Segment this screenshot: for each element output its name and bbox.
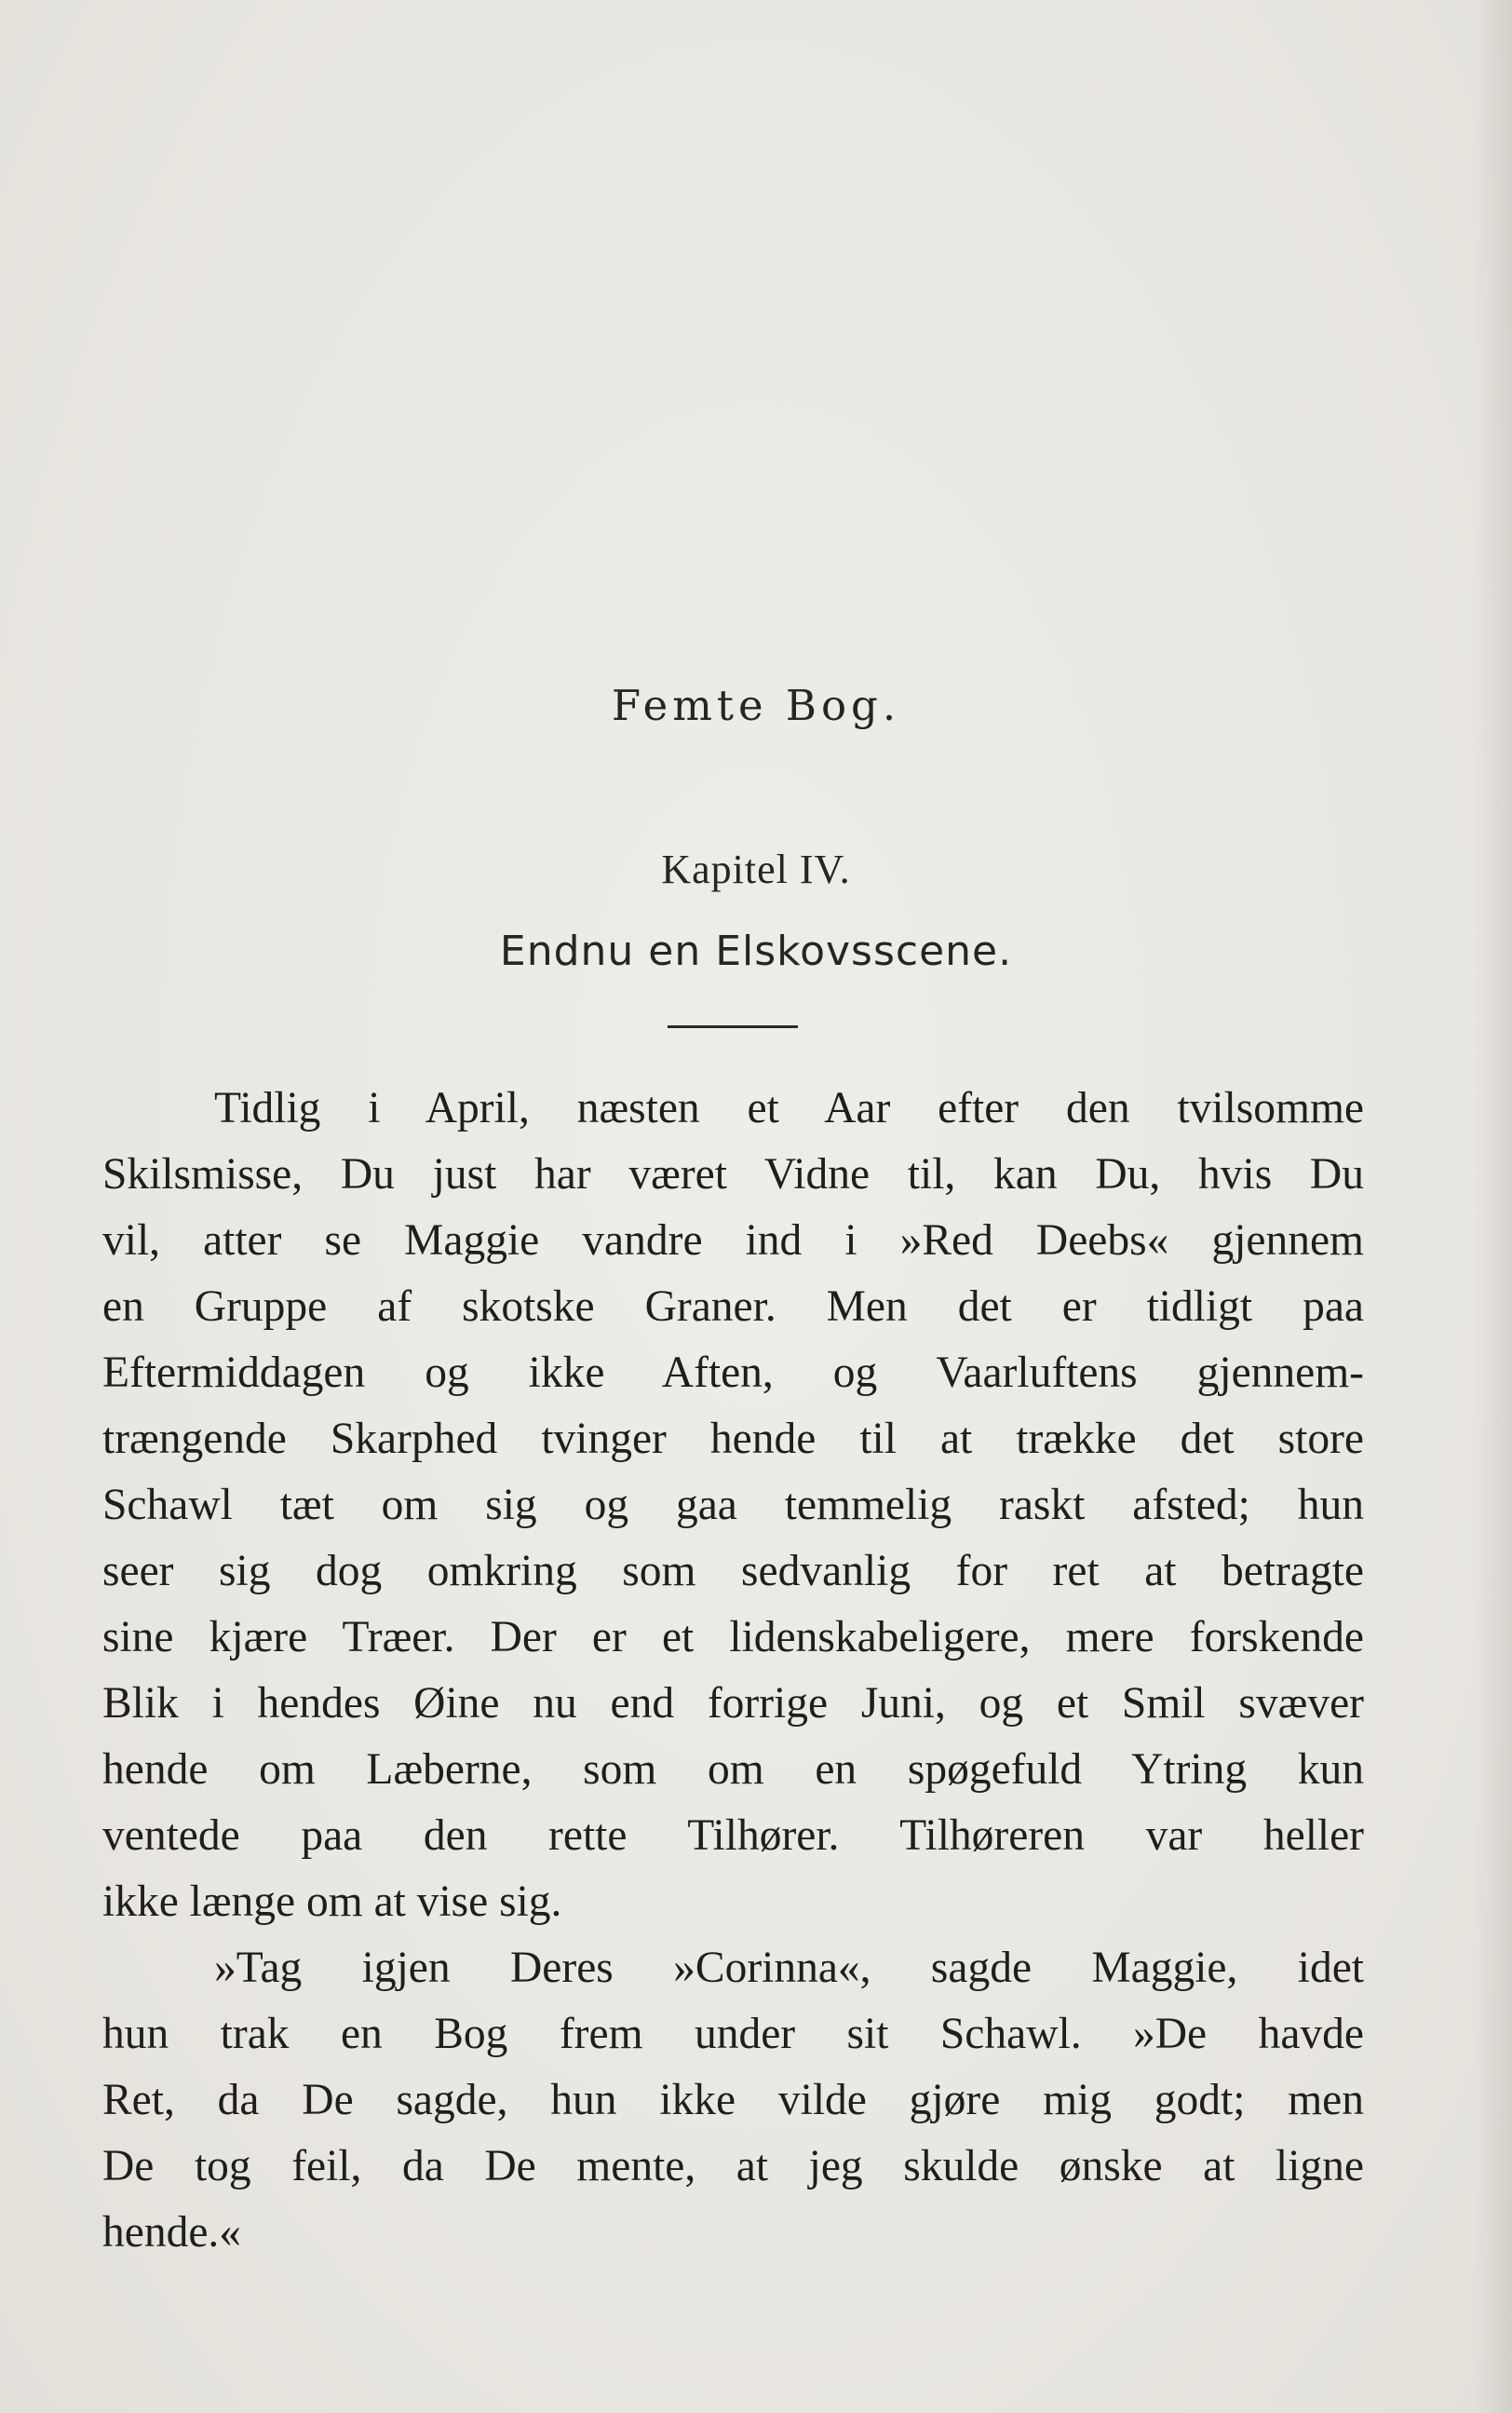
text-line: »Tag igjen Deres »Corinna«, sagde Maggie, idet [214,1944,1364,1992]
text-line: ikke længe om at vise sig. [102,1878,562,1926]
text-line: trængende Skarphed tvinger hende til at trække det store [102,1415,1364,1463]
section-divider [668,1025,798,1028]
chapter-title: Endnu en Elskovsscene. [499,928,1013,975]
text-line: Skilsmisse, Du just har været Vidne til, kan Du, hvis Du [102,1150,1364,1199]
text-line: Schawl tæt om sig og gaa temmelig raskt afsted; hun [102,1481,1364,1529]
text-line: seer sig dog omkring som sedvanlig for ret at betragte [102,1547,1364,1595]
chapter-body-text [102,1076,1364,2266]
text-line: hende om Læberne, som om en spøgefuld Ytring kun [102,1745,1364,1794]
book-title: Femte Bog. [611,681,901,730]
text-line: Tidlig i April, næsten et Aar efter den tvilsomme [214,1084,1364,1132]
text-line: Blik i hendes Øine nu end forrige Juni, og et Smil svæver [102,1679,1364,1728]
text-line: Ret, da De sagde, hun ikke vilde gjøre mig godt; men [102,2076,1364,2124]
chapter-number: Kapitel IV. [661,847,851,892]
text-line: Eftermiddagen og ikke Aften, og Vaarluftens gjennem- [102,1349,1364,1397]
text-line: De tog feil, da De mente, at jeg skulde ønske at ligne [102,2142,1364,2190]
page-edge-shadow [1475,0,1512,2413]
text-line: hende.« [102,2208,242,2257]
text-line: ventede paa den rette Tilhører. Tilhøreren var heller [102,1811,1364,1860]
text-line: sine kjære Træer. Der er et lidenskabeligere, mere forskende [102,1613,1364,1661]
text-line: hun trak en Bog frem under sit Schawl. »De havde [102,2010,1364,2058]
text-line: en Gruppe af skotske Graner. Men det er tidligt paa [102,1282,1364,1331]
text-line: vil, atter se Maggie vandre ind i »Red Deebs« gjennem [102,1216,1364,1265]
